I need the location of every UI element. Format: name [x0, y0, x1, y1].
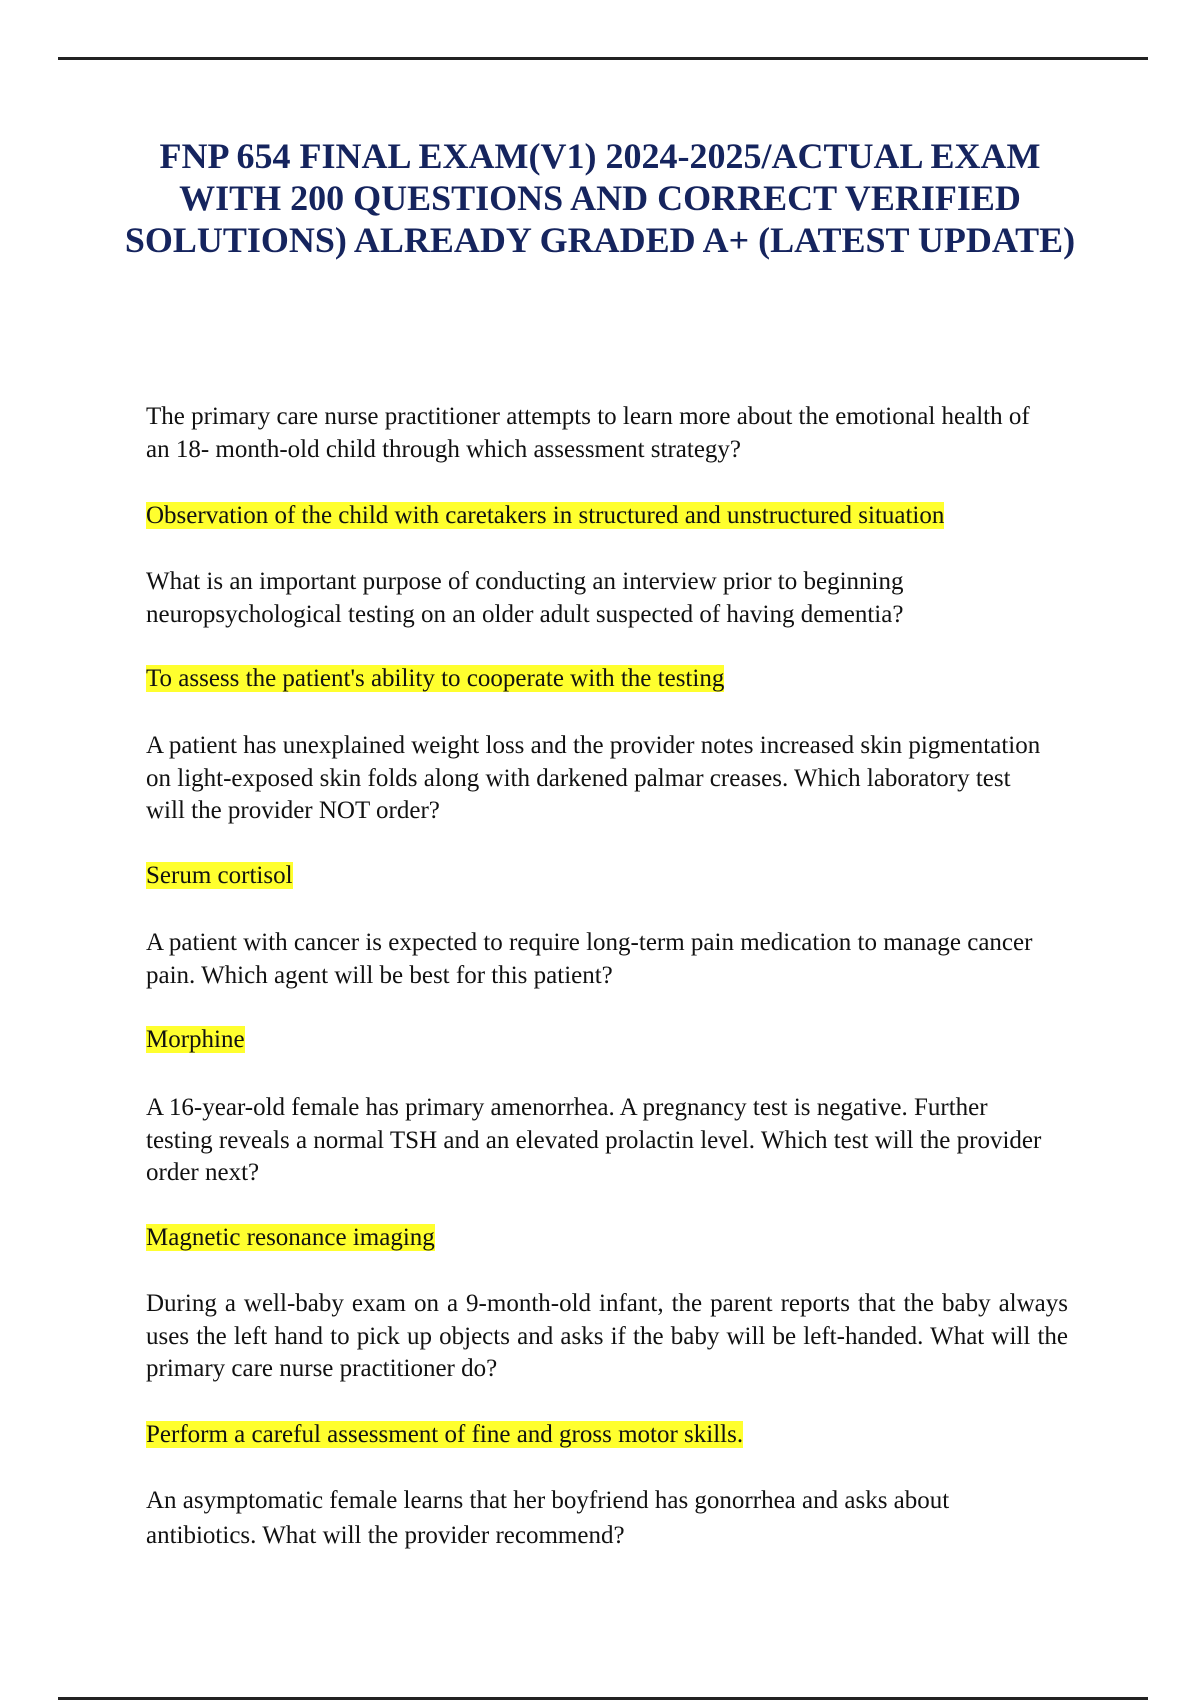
answer-5	[146, 1222, 1068, 1255]
answer-highlight: Observation of the child with caretakers in structured and unstructured situation	[146, 502, 945, 529]
answer-highlight: To assess the patient's ability to cooperate with the testing	[146, 665, 725, 692]
question-5: A 16-year-old female has primary amenorrhea. A pregnancy test is negative. Further testing reveals a normal TSH and an elevated prolactin level. Which test will the provider order next?	[146, 1094, 1042, 1186]
document-title: FNP 654 FINAL EXAM(V1) 2024-2025/ACTUAL EXAM WITH 200 QUESTIONS AND CORRECT VERIFIED SOLUTIONS) ALREADY GRADED A+ (LATEST UPDATE)	[124, 136, 1076, 260]
question-4: A patient with cancer is expected to require long-term pain medication to manage cancer pain. Which agent will be best for this patient?	[146, 929, 1033, 989]
question-2: What is an important purpose of conducting an interview prior to beginning neuropsychological testing on an older adult suspected of having dementia?	[146, 568, 904, 628]
question-1: The primary care nurse practitioner attempts to learn more about the emotional health of an 18- month-old child through which assessment strategy?	[146, 403, 1030, 463]
answer-1	[146, 500, 1068, 533]
question-3: A patient has unexplained weight loss and the provider notes increased skin pigmentation on light-exposed skin folds along with darkened palmar creases. Which laboratory test will the provider NOT order?	[146, 732, 1041, 824]
answer-highlight: Morphine	[146, 1026, 245, 1053]
question-7: An asymptomatic female learns that her boyfriend has gonorrhea and asks about antibiotics. What will the provider recommend?	[146, 1487, 950, 1549]
answer-4	[146, 1024, 1068, 1057]
answer-3	[146, 860, 1068, 893]
header-rule	[58, 57, 1148, 60]
answer-2	[146, 663, 1068, 696]
question-6: During a well-baby exam on a 9-month-old infant, the parent reports that the baby always uses the left hand to pick up objects and asks if the baby will be left-handed. What will the primary care nurse practitioner do?	[146, 1290, 1068, 1382]
answer-highlight: Serum cortisol	[146, 862, 293, 889]
answer-highlight: Perform a careful assessment of fine and gross motor skills.	[146, 1421, 744, 1448]
answer-highlight: Magnetic resonance imaging	[146, 1224, 435, 1251]
answer-6	[146, 1419, 1068, 1452]
